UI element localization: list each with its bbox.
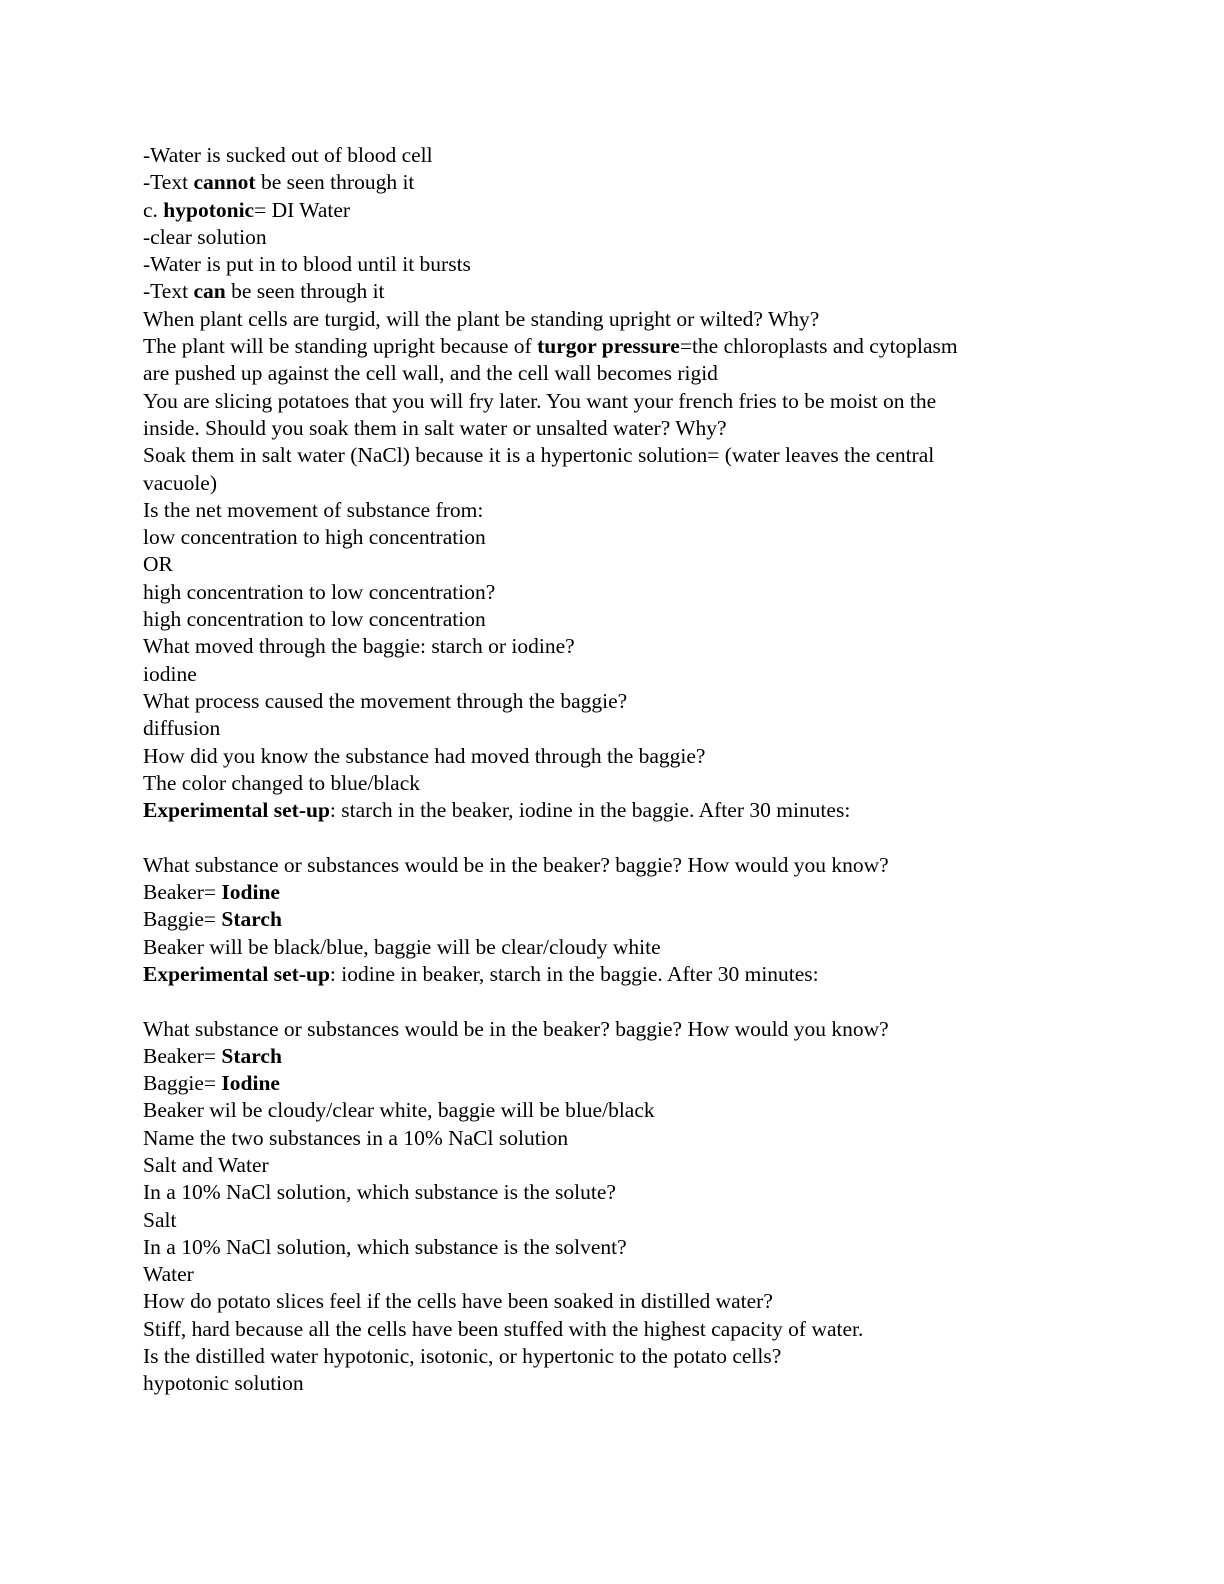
text-run: Salt and Water [143, 1152, 269, 1177]
text-run: be seen through it [255, 170, 415, 195]
text-line [143, 524, 1083, 551]
text-line [143, 661, 1083, 688]
text-run: Beaker wil be cloudy/clear white, baggie will be blue/black [143, 1098, 655, 1123]
text-run: The plant will be standing upright because of [143, 334, 538, 359]
text-run: You are slicing potatoes that you will fry later. You want your french fries to be moist on the [143, 388, 937, 413]
text-line [143, 169, 1083, 196]
text-run: Soak them in salt water (NaCl) because it is a hypertonic solution= (water leaves the central [143, 443, 935, 468]
bold-text: Iodine [221, 1071, 280, 1096]
text-line [143, 1152, 1083, 1179]
text-line [143, 715, 1083, 742]
text-run: are pushed up against the cell wall, and the cell wall becomes rigid [143, 361, 718, 386]
text-line [143, 333, 1083, 360]
document-page [143, 142, 1083, 1398]
text-line [143, 224, 1083, 251]
text-line [143, 743, 1083, 770]
blank-line [143, 824, 1083, 851]
text-line [143, 633, 1083, 660]
text-run: What substance or substances would be in the beaker? baggie? How would you know? [143, 1016, 889, 1041]
text-line [143, 1125, 1083, 1152]
text-line [143, 551, 1083, 578]
text-line [143, 961, 1083, 988]
bold-text: cannot [193, 170, 256, 195]
text-line [143, 306, 1083, 333]
bold-text: can [193, 279, 226, 304]
text-run: Beaker= [143, 1043, 222, 1068]
text-run: Stiff, hard because all the cells have been stuffed with the highest capacity of water. [143, 1316, 864, 1341]
text-line [143, 1343, 1083, 1370]
text-line [143, 1016, 1083, 1043]
text-line [143, 934, 1083, 961]
text-run: be seen through it [225, 279, 385, 304]
text-line [143, 906, 1083, 933]
text-line [143, 770, 1083, 797]
bold-text: hypotonic [163, 197, 255, 222]
bold-text: Experimental set-up [143, 961, 330, 986]
text-run: inside. Should you soak them in salt water or unsalted water? Why? [143, 415, 727, 440]
text-line [143, 197, 1083, 224]
text-run: Baggie= [143, 1071, 222, 1096]
text-run: -Text [143, 170, 194, 195]
text-line [143, 1316, 1083, 1343]
text-run: vacuole) [143, 470, 218, 495]
text-run: Beaker will be black/blue, baggie will be clear/cloudy white [143, 934, 661, 959]
text-line [143, 1234, 1083, 1261]
text-run: c. [143, 197, 164, 222]
text-line [143, 688, 1083, 715]
text-run: The color changed to blue/black [143, 770, 421, 795]
text-line [143, 606, 1083, 633]
text-run: -clear solution [143, 224, 267, 249]
text-run: low concentration to high concentration [143, 525, 486, 550]
text-run: How did you know the substance had moved through the baggie? [143, 743, 706, 768]
text-run: Beaker= [143, 880, 222, 905]
text-line [143, 497, 1083, 524]
text-run: high concentration to low concentration [143, 607, 486, 632]
text-run: Water [143, 1262, 194, 1287]
text-line [143, 1207, 1083, 1234]
text-line [143, 797, 1083, 824]
text-run: Is the distilled water hypotonic, isotonic, or hypertonic to the potato cells? [143, 1344, 782, 1369]
text-line [143, 1097, 1083, 1124]
text-line [143, 1261, 1083, 1288]
text-run: Is the net movement of substance from: [143, 497, 484, 522]
text-run: -Text [143, 279, 194, 304]
text-line [143, 879, 1083, 906]
text-run: How do potato slices feel if the cells have been soaked in distilled water? [143, 1289, 773, 1314]
text-line [143, 251, 1083, 278]
text-line [143, 278, 1083, 305]
text-line [143, 1179, 1083, 1206]
text-run: high concentration to low concentration? [143, 579, 496, 604]
bold-text: Starch [221, 907, 282, 932]
text-run: = DI Water [254, 197, 351, 222]
bold-text: Iodine [221, 880, 280, 905]
bold-text: turgor pressure [537, 334, 680, 359]
text-run: : iodine in beaker, starch in the baggie. After 30 minutes: [329, 961, 819, 986]
text-line [143, 442, 1083, 469]
text-run: In a 10% NaCl solution, which substance is the solute? [143, 1180, 616, 1205]
text-line [143, 579, 1083, 606]
text-run: Salt [143, 1207, 177, 1232]
text-run: OR [143, 552, 173, 577]
text-line [143, 415, 1083, 442]
text-run: hypotonic solution [143, 1371, 304, 1396]
text-line [143, 470, 1083, 497]
text-run: What substance or substances would be in the beaker? baggie? How would you know? [143, 852, 889, 877]
text-run: iodine [143, 661, 197, 686]
text-run: : starch in the beaker, iodine in the baggie. After 30 minutes: [329, 798, 851, 823]
text-run: diffusion [143, 716, 221, 741]
text-line [143, 360, 1083, 387]
text-line [143, 1043, 1083, 1070]
text-line [143, 1370, 1083, 1397]
bold-text: Starch [221, 1043, 282, 1068]
text-line [143, 388, 1083, 415]
text-run: What process caused the movement through the baggie? [143, 688, 628, 713]
text-line [143, 1288, 1083, 1315]
text-run: What moved through the baggie: starch or iodine? [143, 634, 575, 659]
text-line [143, 142, 1083, 169]
blank-line [143, 988, 1083, 1015]
text-run: -Water is sucked out of blood cell [143, 143, 433, 167]
text-run: In a 10% NaCl solution, which substance is the solvent? [143, 1234, 627, 1259]
text-run: =the chloroplasts and cytoplasm [679, 334, 958, 359]
text-run: -Water is put in to blood until it bursts [143, 252, 471, 277]
text-line [143, 852, 1083, 879]
text-run: When plant cells are turgid, will the plant be standing upright or wilted? Why? [143, 306, 820, 331]
text-line [143, 1070, 1083, 1097]
bold-text: Experimental set-up [143, 798, 330, 823]
text-run: Name the two substances in a 10% NaCl solution [143, 1125, 569, 1150]
text-run: Baggie= [143, 907, 222, 932]
